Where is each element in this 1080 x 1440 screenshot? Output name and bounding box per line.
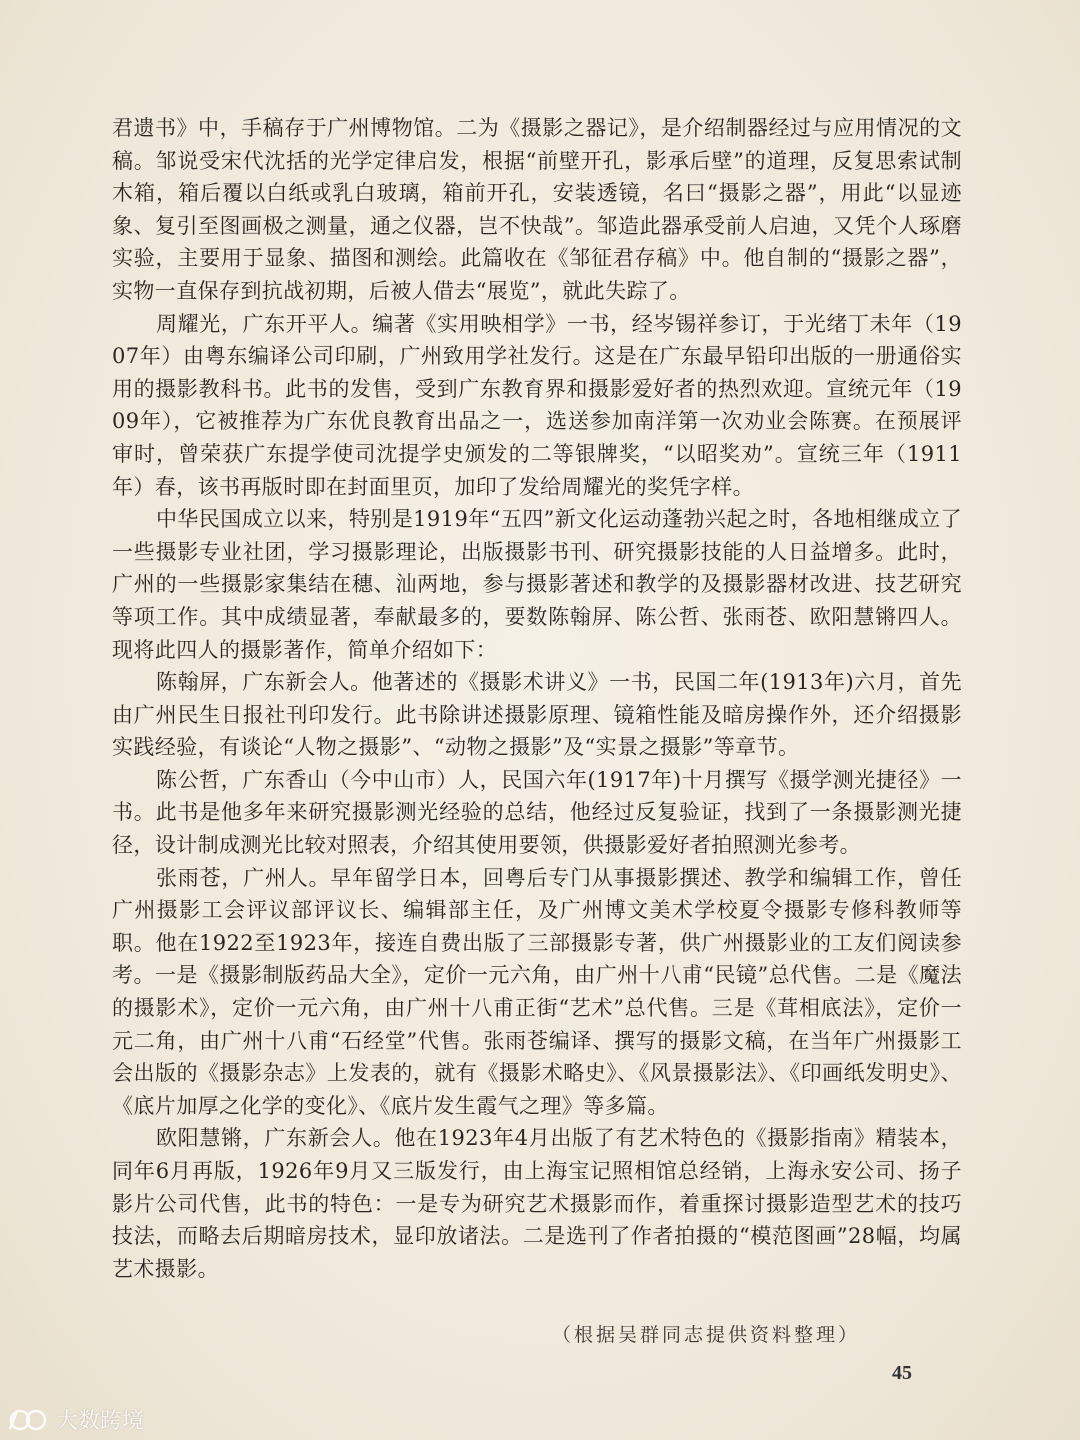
source-note: （根据吴群同志提供资料整理） [551,1324,860,1346]
page-number: 45 [892,1362,912,1384]
watermark [8,1404,144,1435]
paragraph-chen-gongzhe: 陈公哲，广东香山（今中山市）人，民国六年(1917年)十月撰写《摄学测光捷径》一书。此书是他多年来研究摄影测光经验的总结，他经过反复验证，找到了一条摄影测光捷径，设计制成测光比较对照表，介绍其使用要领，供摄影爱好者拍照测光参考。 [112,767,962,858]
body-text [112,112,962,1285]
paragraph-continuation: 君遗书》中，手稿存于广州博物馆。二为《摄影之器记》，是介绍制器经过与应用情况的文稿。邹说受宋代沈括的光学定律启发，根据“前壁开孔，影承后壁”的道理，反复思索试制木箱，箱后覆以白纸或乳白玻璃，箱前开孔，安装透镜，名曰“摄影之器”，用此“以显迹象、复引至图画极之测量，通之仪器，岂不快哉”。邹造此器承受前人启迪，又凭个人琢磨实验，主要用于显象、描图和测绘。此篇收在《邹征君存稿》中。他自制的“摄影之器”，实物一直保存到抗战初期，后被人借去“展览”，就此失踪了。 [112,116,962,303]
logo-icon [8,1407,50,1433]
watermark-text: 大数跨境 [56,1409,145,1434]
paragraph-zhang-yucang: 张雨苍，广州人。早年留学日本，回粤后专门从事摄影撰述、教学和编辑工作，曾任广州摄影工会评议部评议长、编辑部主任，及广州博文美术学校夏令摄影专修科教师等职。他在1922至1923年，接连自费出版了三部摄影专著，供广州摄影业的工友们阅读参考。一是《摄影制版药品大全》，定价一元六角，由广州十八甫“民镜”总代售。二是《魔法的摄影术》，定价一元六角，由广州十八甫正街“艺术”总代售。三是《茸相底法》，定价一元二角，由广州十八甫“石经堂”代售。张雨苍编译、撰写的摄影文稿，在当年广州摄影工会出版的《摄影杂志》上发表的，就有《摄影术略史》、《风景摄影法》、《印画纸发明史》、《底片加厚之化学的变化》、《底片发生霞气之理》等多篇。 [112,865,962,1118]
paragraph-zhou-yaoguang: 周耀光，广东开平人。编著《实用映相学》一书，经岑锡祥参订，于光绪丁未年（1907年）由粤东编译公司印刷，广州致用学社发行。这是在广东最早铅印出版的一册通俗实用的摄影教科书。此书的发售，受到广东教育界和摄影爱好者的热烈欢迎。宣统元年（1909年），它被推荐为广东优良教育出品之一，选送参加南洋第一次劝业会陈赛。在预展评审时，曾荣获广东提学使司沈提学史颁发的二等银牌奖，“以昭奖劝”。宣统三年（1911年）春，该书再版时即在封面里页，加印了发给周耀光的奖凭字样。 [112,311,962,499]
paragraph-chen-hanping: 陈翰屏，广东新会人。他著述的《摄影术讲义》一书，民国二年(1913年)六月，首先由广州民生日报社刊印发行。此书除讲述摄影原理、镜箱性能及暗房操作外，还介绍摄影实践经验，有谈论“人物之摄影”、“动物之摄影”及“实景之摄影”等章节。 [112,670,962,760]
paragraph-republic-intro: 中华民国成立以来，特别是1919年“五四”新文化运动蓬勃兴起之时，各地相继成立了一些摄影专业社团，学习摄影理论，出版摄影书刊、研究摄影技能的人日益增多。此时，广州的一些摄影家集结在穗、汕两地，参与摄影著述和教学的及摄影器材改进、技艺研究等项工作。其中成绩显著，奉献最多的，要数陈翰屏、陈公哲、张雨苍、欧阳慧锵四人。现将此四人的摄影著作，简单介绍如下： [112,507,962,662]
paragraph-ouyang-huiqiang: 欧阳慧锵，广东新会人。他在1923年4月出版了有艺术特色的《摄影指南》精装本，同年6月再版，1926年9月又三版发行，由上海宝记照相馆总经销，上海永安公司、扬子影片公司代售，此书的特色：一是专为研究艺术摄影而作，着重探讨摄影造型艺术的技巧技法，而略去后期暗房技术，显印放诸法。二是选刊了作者拍摄的“模范图画”28幅，均属艺术摄影。 [112,1126,962,1281]
